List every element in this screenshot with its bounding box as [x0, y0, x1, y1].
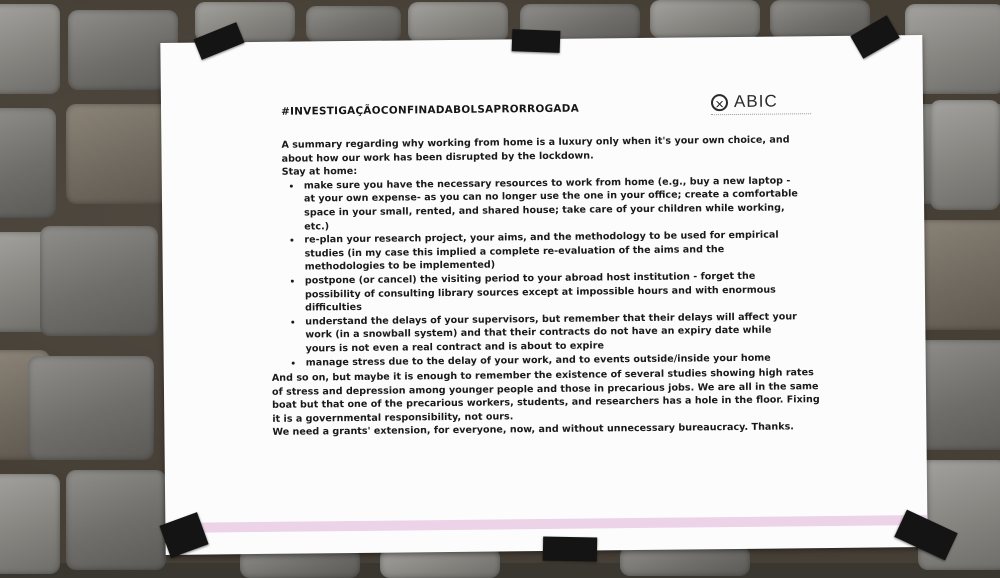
poster-body — [281, 133, 803, 370]
closing-paragraph: And so on, but maybe it is enough to remember the existence of several studies showing high rates of stress and depression among younger people and those in precarious jobs. We are all in the same boat but that one of the precarious workers, students, and researchers has a hole in the floor. Fixing it is a governmental responsibility, not ours. — [271, 367, 820, 425]
bullet-supervisors: • understand the delays of your supervisors, but remember that their delays will affect your work (in a snowball system) and that their contracts do not have an expiry date while yours is not even a real contract and is about to expire — [303, 310, 803, 356]
cobblestone — [0, 4, 60, 94]
bullet-resources: • make sure you have the necessary resources to work from home (e.g., buy a new laptop - at your own expense- as you can no longer use the one in your office; create a comfortable space in your small, rented, and shared house; take care of your children while working, etc.) — [302, 174, 803, 234]
cobblestone — [66, 104, 176, 204]
abic-logo — [711, 92, 778, 113]
tape-bottom-center — [543, 537, 597, 562]
logo-tagline-line — [711, 113, 811, 118]
cobblestone — [306, 6, 401, 42]
pink-print-strip — [165, 515, 927, 533]
bullet-postpone: • postpone (or cancel) the visiting period to your abroad host institution - forget the possibility of consulting library sources except at impossible hours and with enormous difficulties — [303, 269, 803, 315]
cobblestone — [66, 470, 166, 570]
bullet-stress: • manage stress due to the delay of your work, and to events outside/inside your home — [304, 351, 804, 370]
closing-demand: We need a grants' extension, for everyone, now, and without unnecessary bureaucracy. Thanks. — [272, 421, 794, 439]
cobblestone — [650, 0, 760, 38]
bullet-replan: • re-plan your research project, your aims, and the methodology to be used for empirical studies (in my case this implied a complete re-evaluation of the aims and the methodologies to be implemented) — [302, 228, 802, 274]
cobblestone — [28, 356, 154, 460]
abic-logo-icon — [711, 94, 728, 111]
stay-at-home-heading: Stay at home: — [281, 166, 358, 178]
poster-sheet — [160, 35, 927, 555]
cobblestone — [408, 2, 508, 42]
cobblestone — [930, 100, 1000, 210]
poster-hashtag: #INVESTIGAÇÃOCONFINADABOLSAPRORROGADA — [281, 102, 580, 118]
cobblestone — [620, 546, 750, 576]
poster-bullet-list — [282, 174, 804, 370]
cobblestone — [40, 226, 158, 336]
cobblestone — [0, 474, 60, 574]
tape-top-center — [512, 29, 561, 53]
cobblestone — [0, 108, 56, 218]
abic-logo-text: ABIC — [733, 91, 778, 111]
poster-intro: A summary regarding why working from home is a luxury only when it's your own choice, and about how our work has been disrupted by the lockdown. — [281, 134, 790, 165]
poster-closing — [272, 366, 829, 440]
